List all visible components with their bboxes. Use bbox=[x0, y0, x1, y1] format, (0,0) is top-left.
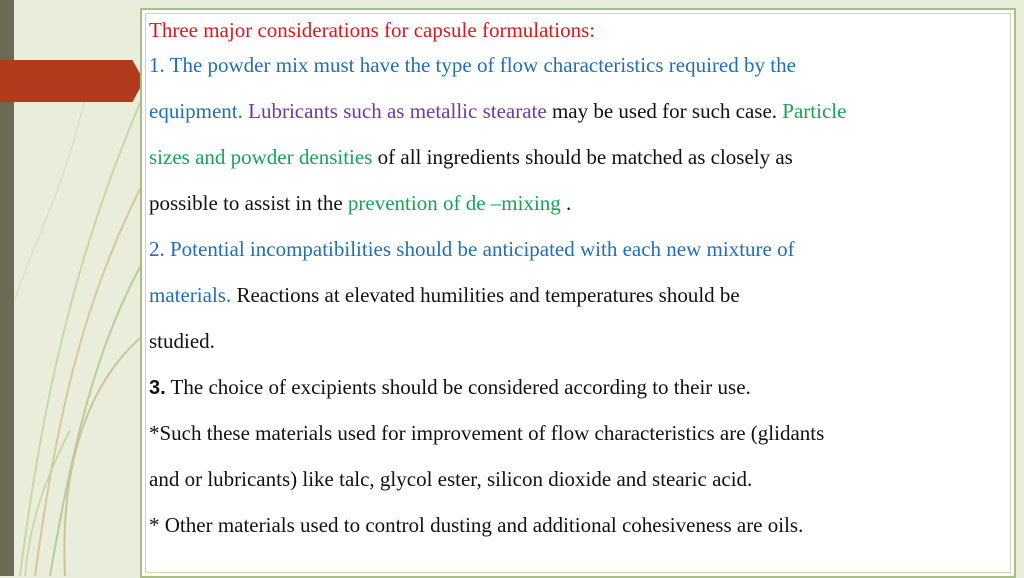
materials-text: materials. bbox=[149, 283, 232, 307]
ingredients-text: of all ingredients should be matched as closely as bbox=[372, 145, 793, 169]
note-2-text: * Other materials used to control dusting and additional cohesiveness are oils. bbox=[149, 513, 804, 537]
note-1-line-2 bbox=[149, 462, 1009, 508]
note-1-text-cont: and or lubricants) like talc, glycol ester, silicon dioxide and stearic acid. bbox=[149, 467, 753, 491]
point-1-line-2 bbox=[149, 94, 1009, 140]
red-arrow-banner bbox=[0, 60, 144, 102]
point-1-line-3 bbox=[149, 140, 1009, 186]
studied-text: studied. bbox=[149, 329, 215, 353]
reactions-text: Reactions at elevated humilities and temperatures should be bbox=[231, 283, 740, 307]
point-1-line-1 bbox=[149, 48, 1009, 94]
point-3-text: The choice of excipients should be considered according to their use. bbox=[165, 375, 751, 399]
point-3-number: 3. bbox=[149, 377, 166, 399]
point-1-line-4 bbox=[149, 186, 1009, 232]
lubricants-text: Lubricants such as metallic stearate bbox=[248, 99, 547, 123]
demixing-text: prevention of de –mixing bbox=[347, 191, 561, 215]
point-2-line-1 bbox=[149, 232, 1009, 278]
note-2-line bbox=[149, 508, 1009, 554]
usage-text: may be used for such case. bbox=[546, 99, 783, 123]
title-text: Three major considerations for capsule formulations: bbox=[149, 18, 596, 42]
slide-title bbox=[149, 12, 1009, 48]
sizes-densities-text: sizes and powder densities bbox=[149, 145, 373, 169]
point-3-line bbox=[149, 370, 1009, 416]
assist-text: possible to assist in the bbox=[149, 191, 348, 215]
equipment-text: equipment. bbox=[149, 99, 243, 123]
slide-text bbox=[149, 12, 1009, 554]
period-text: . bbox=[560, 191, 572, 215]
point-2-line-3 bbox=[149, 324, 1009, 370]
note-1-line-1 bbox=[149, 416, 1009, 462]
particle-text: Particle bbox=[782, 99, 847, 123]
point-1-text: 1. The powder mix must have the type of flow characteristics required by the bbox=[149, 53, 796, 77]
note-1-text: *Such these materials used for improvement of flow characteristics are (glidants bbox=[149, 421, 825, 445]
point-2-text: 2. Potential incompatibilities should be anticipated with each new mixture of bbox=[149, 237, 795, 261]
point-2-line-2 bbox=[149, 278, 1009, 324]
